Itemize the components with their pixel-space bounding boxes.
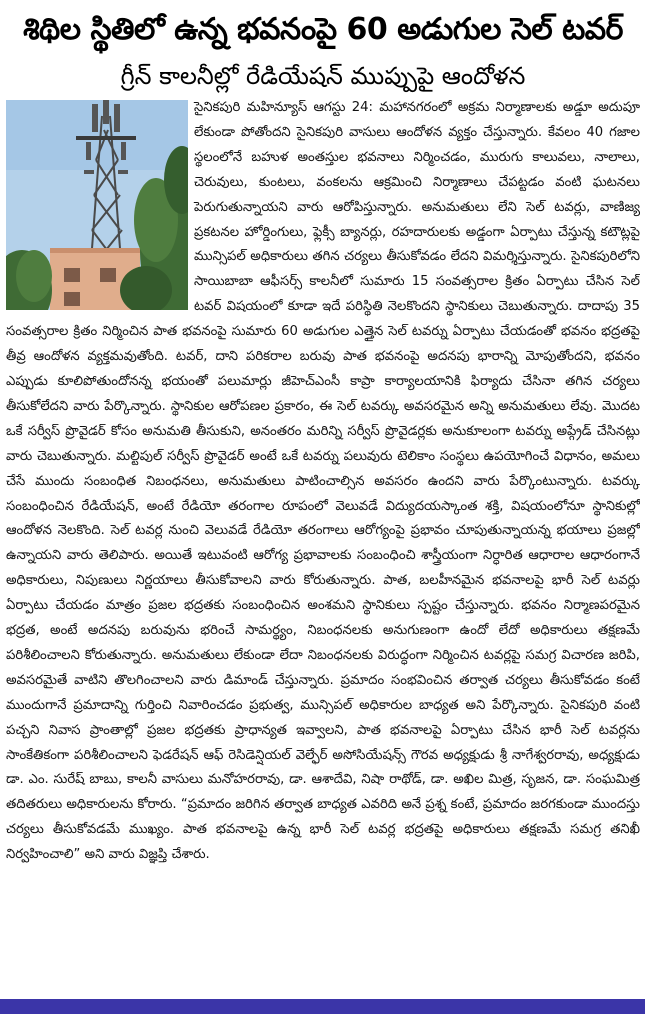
photo-float-spacer: [6, 96, 194, 310]
headline: శిథిల స్థితిలో ఉన్న భవనంపై 60 అడుగుల సెల్ టవర్: [23, 12, 623, 47]
article-body: [6, 96, 640, 991]
article-body-text: సైనికపురి మహిన్యూస్ ఆగస్టు 24: మహానగరంలో అక్రమ నిర్మాణాలకు అడ్డూ అదుపూ లేకుండా పోతోందని సైనికపురి వాసులు ఆందోళన వ్యక్తం చేస్తున్నారు. కేవలం 40 గజాల స్థలంలోనే బహుళ అంతస్తుల భవనాలు నిర్మించడం, మురుగు కాలువలు, నాలాలు, చెరువులు, కుంటలు, వంకలను ఆక్రమించి నిర్మాణాలు చేపట్టడం వంటి ఘటనలు పెరుగుతున్నాయని వారు ఆరోపిస్తున్నారు. అనుమతులు లేని సెల్ టవర్లు, వాణిజ్య ప్రకటనల హోర్డింగులు, ఫ్లెక్సీ బ్యానర్లు, రహదారులకు అడ్డంగా ఏర్పాటు చేస్తున్న కటౌట్లపై మున్సిపల్ అధికారులు తగిన చర్యలు తీసుకోవడం లేదని విమర్శిస్తున్నారు. సైనికపురిలోని సాయిబాబా ఆఫీసర్స్ కాలనీలో సుమారు 15 సంవత్సరాల క్రితం ఏర్పాటు చేసిన సెల్ టవర్ విషయంలో కూడా ఇదే పరిస్థితి నెలకొందని స్థానికులు చెబుతున్నారు. దాదాపు 35 సంవత్సరాల క్రితం నిర్మించిన పాత భవనంపై సుమారు 60 అడుగుల ఎత్తైన సెల్ టవర్ను ఏర్పాటు చేయడంతో భవనం భద్రతపై తీవ్ర ఆందోళన వ్యక్తమవుతోంది. టవర్, దాని పరికరాల బరువు పాత భవనంపై అదనపు భారాన్ని మోపుతోందని, భవనం ఎప్పుడు కూలిపోతుందోనన్న భయంతో పలుమార్లు జీహెచ్ఎంసీ కాప్రా కార్యాలయానికి ఫిర్యాదు చేసినా తగిన చర్యలు తీసుకోలేదని వారు పేర్కొన్నారు. స్థానికుల ఆరోపణల ప్రకారం, ఈ సెల్ టవర్కు అవసరమైన అన్ని అనుమతులు లేవు. మొదట ఒకే సర్వీస్ ప్రొవైడర్ కోసం అనుమతి తీసుకుని, అనంతరం మరిన్ని సర్వీస్ ప్రొవైడర్లకు అనుకూలంగా టవర్ను అప్గ్రేడ్ చేసినట్లు వారు చెబుతున్నారు. మల్టిపుల్ సర్వీస్ ప్రొవైడర్ అంటే ఒకే టవర్ను పలువురు టెలికాం సంస్థలు ఉపయోగించే విధానం, అమలు చేసే ముందు సంబంధిత నిబంధనలు, అనుమతులు పాటించాల్సిన అవసరం ఉందని వారు పేర్కొంటున్నారు. టవర్కు సంబంధించిన రేడియేషన్, అంటే రేడియో తరంగాల రూపంలో వెలువడే విద్యుదయస్కాంత శక్తి, విషయంలోనూ స్థానికుల్లో ఆందోళన నెలకొంది. సెల్ టవర్ల నుంచి వెలువడే రేడియో తరంగాలు ఆరోగ్యంపై ప్రభావం చూపుతున్నాయన్న భయాలు ప్రజల్లో ఉన్నాయని వారు తెలిపారు. అయితే ఇటువంటి ఆరోగ్య ప్రభావాలకు సంబంధించి శాస్త్రీయంగా నిర్ధారిత ఆధారాల ఆధారంగానే అధికారులు, నిపుణులు నిర్ణయాలు తీసుకోవాలని వారు కోరుతున్నారు. పాత, బలహీనమైన భవనాలపై భారీ సెల్ టవర్లు ఏర్పాటు చేయడం మాత్రం ప్రజల భద్రతకు సంబంధించిన అంశమని స్థానికులు స్పష్టం చేస్తున్నారు. భవనం నిర్మాణపరమైన భద్రత, అంటే అదనపు బరువును భరించే సామర్థ్యం, నిబంధనలకు అనుగుణంగా ఉందో లేదో అధికారులు తక్షణమే పరిశీలించాలని కోరుతున్నారు. అనుమతులు లేకుండా లేదా నిబంధనలకు విరుద్ధంగా నిర్మించిన టవర్లపై సమగ్ర విచారణ జరిపి, అవసరమైతే వాటిని తొలగించాలని వారు డిమాండ్ చేస్తున్నారు. ప్రమాదం సంభవించిన తర్వాత చర్యలు తీసుకోవడం కంటే ముందుగానే ప్రమాదాన్ని గుర్తించి నివారించడం ప్రభుత్వ, మున్సిపల్ అధికారుల బాధ్యత అని పేర్కొన్నారు. సైనికపురి వంటి పచ్చని నివాస ప్రాంతాల్లో ప్రజల భద్రతకు ప్రాధాన్యత ఇవ్వాలని, పాత భవనాలపై ఏర్పాటు చేసిన భారీ సెల్ టవర్లను సాంకేతికంగా పరిశీలించాలని ఫెడరేషన్ ఆఫ్ రెసిడెన్షియల్ వెల్ఫేర్ అసోసియేషన్స్ గౌరవ అధ్యక్షుడు శ్రీ నాగేశ్వరరావు, అధ్యక్షుడు డా. ఎం. సురేష్ బాబు, కాలనీ వాసులు మనోహరరావు, డా. ఆశాదేవి, నిషా రాథోడ్, డా. అఖిల మిత్ర, సృజన, డా. సంఘమిత్ర తదితరులు అధికారులను కోరారు. “ప్రమాదం జరిగిన తర్వాత బాధ్యత ఎవరిది అనే ప్రశ్న కంటే, ప్రమాదం జరగకుండా ముందస్తు చర్యలు తీసుకోవడమే ముఖ్యం. పాత భవనాలపై ఉన్న భారీ సెల్ టవర్ల భద్రతపై అధికారులు తక్షణమే సమగ్ర తనిఖీ నిర్వహించాలి” అని వారు విజ్ఞప్తి చేశారు.: [6, 100, 640, 863]
bottom-border-bar: [0, 999, 645, 1014]
subheadline: గ్రీన్ కాలనీల్లో రేడియేషన్ ముప్పుపై ఆందోళన: [120, 62, 526, 90]
